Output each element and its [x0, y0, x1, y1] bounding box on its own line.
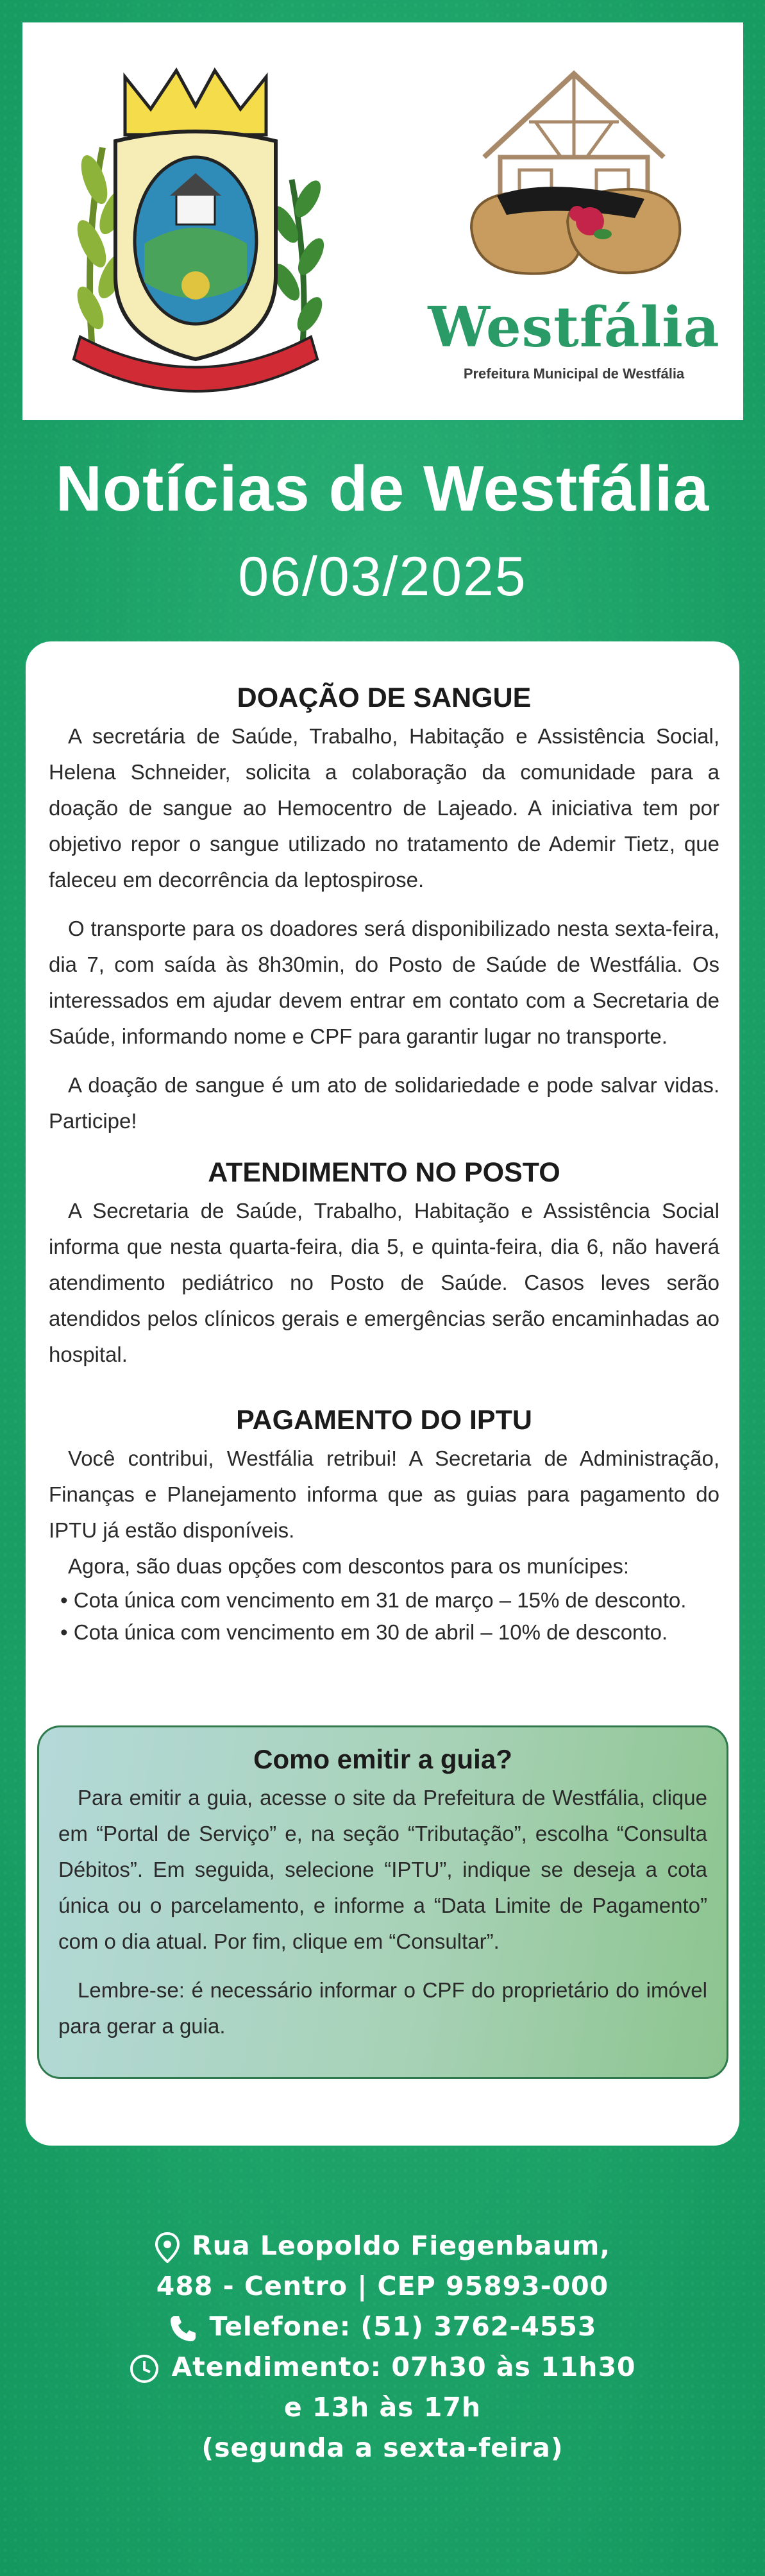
- logo-wordmark: Westfália: [428, 295, 720, 360]
- guide-paragraph: Para emitir a guia, acesse o site da Prefeitura de Westfália, clique em “Portal de Serviço” e, na seção “Tributação”, escolha “Consulta Débitos”. Em seguida, selecione “IPTU”, indique se deseja a cota única ou o parcelamento, e informe a “Data Limite de Pagamento” com o dia atual. Por fim, clique em “Consultar”.: [58, 1786, 707, 1953]
- list-item: • Cota única com vencimento em 30 de abril – 10% de desconto.: [60, 1616, 719, 1648]
- guide-heading: Como emitir a guia?: [253, 1744, 512, 1774]
- article-heading: DOAÇÃO DE SANGUE: [237, 682, 532, 713]
- guide-paragraph: Lembre-se: é necessário informar o CPF do proprietário do imóvel para gerar a guia.: [58, 1978, 707, 2038]
- how-to-issue-guide-box: [37, 1725, 728, 2079]
- article-paragraph: A Secretaria de Saúde, Trabalho, Habitação e Assistência Social informa que nesta quarta-feira, dia 5, e quinta-feira, dia 6, não haverá atendimento pediátrico no Posto de Saúde. Casos leves serão atendidos pelos clínicos gerais e emergências serão encaminhadas ao hospital.: [49, 1199, 719, 1366]
- page-title: Notícias de Westfália: [55, 453, 710, 525]
- article-paragraph: Você contribui, Westfália retribui! A Secretaria de Administração, Finanças e Planejamento informa que as guias para pagamento do IPTU já estão disponíveis.: [49, 1446, 719, 1542]
- address-line-2: 488 - Centro | CEP 95893-000: [156, 2271, 609, 2301]
- location-pin-icon: [155, 2232, 180, 2263]
- hours-line-1: Atendimento: 07h30 às 11h30: [171, 2351, 636, 2382]
- article-heading: ATENDIMENTO NO POSTO: [208, 1157, 560, 1188]
- logo-subtitle: Prefeitura Municipal de Westfália: [463, 366, 685, 382]
- contact-footer: [0, 2226, 765, 2468]
- article-paragraph: A doação de sangue é um ato de solidariedade e pode salvar vidas. Participe!: [49, 1073, 719, 1133]
- half-timbered-house-with-clogs-icon: [458, 61, 689, 292]
- phone-line: [0, 2307, 765, 2347]
- phone-number: Telefone: (51) 3762-4553: [209, 2311, 597, 2342]
- news-card: [26, 641, 739, 2146]
- discount-list: [60, 1584, 719, 1648]
- address-line: [0, 2226, 765, 2266]
- list-item: • Cota única com vencimento em 31 de março – 15% de desconto.: [60, 1584, 719, 1616]
- hours-line: [0, 2347, 765, 2387]
- header-logo-panel: [22, 22, 743, 420]
- coat-of-arms-icon: [55, 51, 337, 398]
- phone-icon: [169, 2314, 198, 2343]
- article-health-post: [49, 1155, 719, 1373]
- article-heading: PAGAMENTO DO IPTU: [236, 1405, 532, 1436]
- article-iptu-payment: [49, 1402, 719, 1648]
- article-paragraph: O transporte para os doadores será disponibilizado nesta sexta-feira, dia 7, com saída às 8h30min, do Posto de Saúde de Westfália. Os interessados em ajudar devem entrar em contato com a Secretaria de Saúde, informando nome e CPF para garantir lugar no transporte.: [49, 917, 719, 1048]
- article-blood-donation: [49, 680, 719, 1139]
- page-date: 06/03/2025: [238, 546, 527, 607]
- hours-line-2: e 13h às 17h: [283, 2392, 482, 2423]
- article-paragraph: Agora, são duas opções com descontos para os munícipes:: [68, 1554, 629, 1578]
- hours-line-3: (segunda a sexta-feira): [201, 2432, 564, 2463]
- article-paragraph: A secretária de Saúde, Trabalho, Habitação e Assistência Social, Helena Schneider, solicita a colaboração da comunidade para a doação de sangue ao Hemocentro de Lajeado. A iniciativa tem por objetivo repor o sangue utilizado no tratamento de Ademir Tietz, que faleceu em decorrência da leptospirose.: [49, 724, 719, 892]
- address-line-1: Rua Leopoldo Fiegenbaum,: [192, 2230, 610, 2261]
- clock-icon: [129, 2353, 160, 2384]
